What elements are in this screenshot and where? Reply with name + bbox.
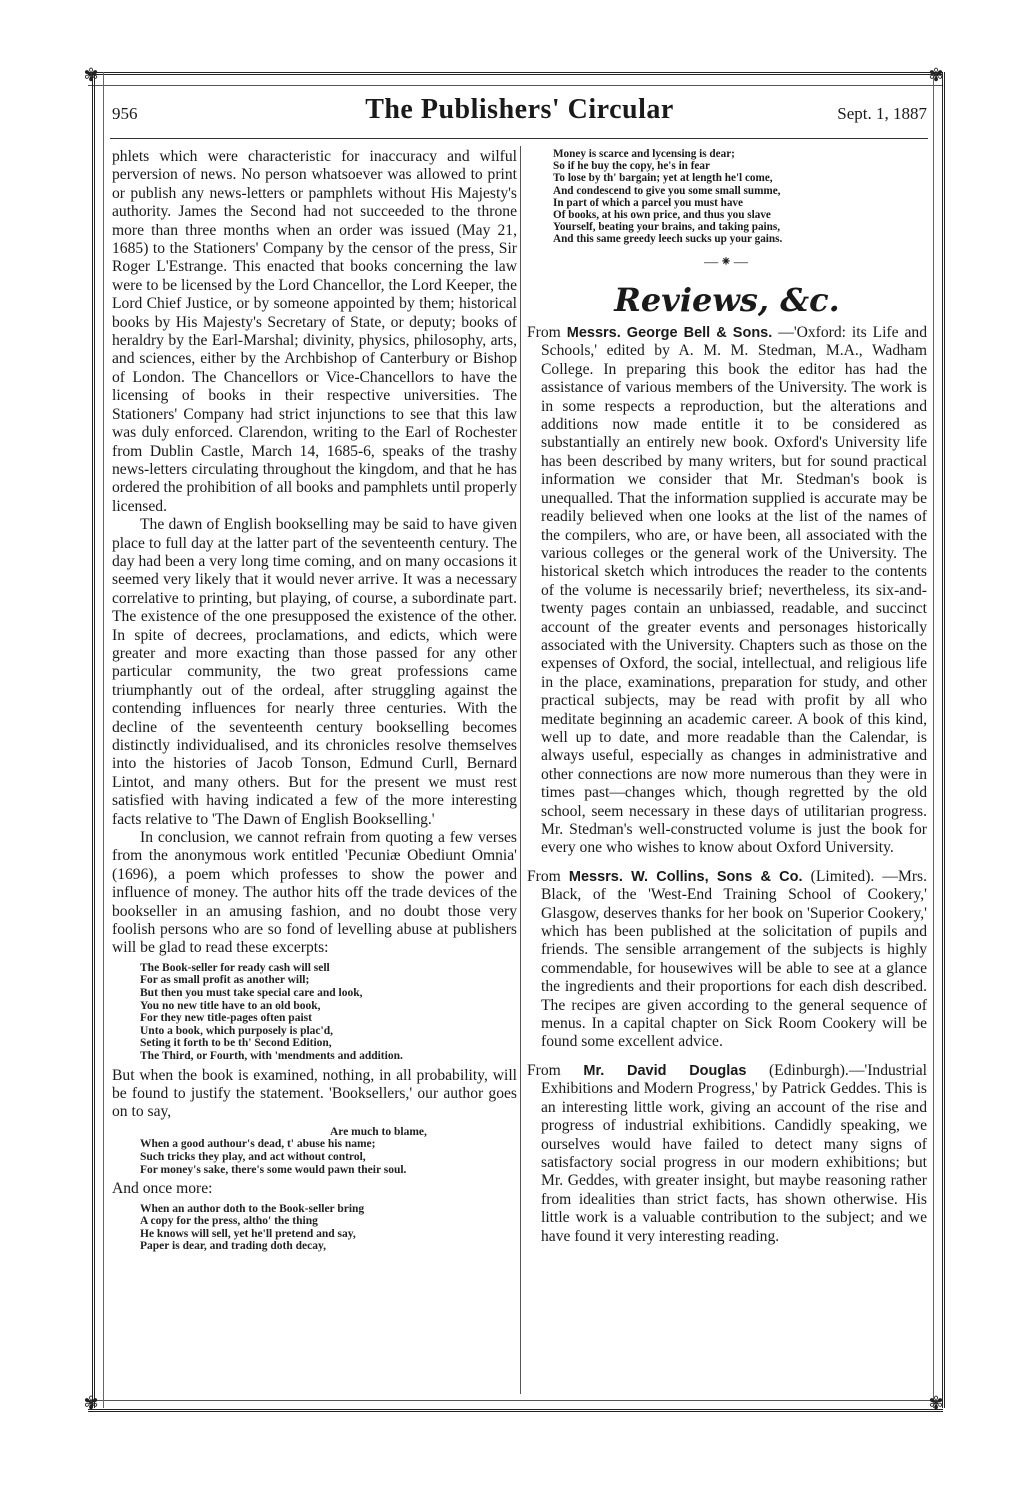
verse-line: For money's sake, there's some would pawn their soul. — [140, 1163, 407, 1176]
review-text: (Limited). —Mrs. Black, of the 'West-End Training School of Cookery,' Glasgow, deserves thanks for her book on 'Superior Cookery,' which has been published at the solicitation of pupils and friends. The sensible arrangement of the subjects is highly commendable, for housewives will be able to see at a glance the ingredients and their proportions for each dish described. The recipes are given according to the general sequence of menus. In a capital chapter on Sick Room Cookery will be found some excellent advice. — [541, 867, 927, 1051]
review-entry — [527, 868, 927, 1052]
verse-line: For they new title-pages often paist — [140, 1012, 312, 1025]
verse-line: Seting it forth to be th' Second Edition, — [140, 1037, 332, 1050]
review-entry — [527, 1062, 927, 1246]
paragraph: But when the book is examined, nothing, in all probability, will be found to justify the statement. 'Booksellers,' our author goes on to say, — [112, 1066, 517, 1121]
bottom-border-rule — [88, 1400, 943, 1412]
verse-line: Money is scarce and lycensing is dear; — [553, 148, 735, 160]
review-entry — [527, 324, 927, 858]
verse-line: Are much to blame, — [330, 1125, 427, 1138]
paragraph: The dawn of English bookselling may be said to have given place to full day at the latter part of the seventeenth century. The day had been a very long time coming, and on many occasions it seemed very likely that it would never arrive. It was a necessary correlative to printing, but playing, of course, a subordinate part. The existence of the one presupposed the existence of the other. In spite of decrees, proclamations, and edicts, which were greater and more exacting than those passed for any other particular community, the two great professions came triumphantly out of the ordeal, after struggling against the contending influences for nearly three centuries. With the decline of the seventeenth century bookselling becomes distinctly individualised, and its chronicles resolve themselves into the histories of Jacob Tonson, Edmund Curll, Bernard Lintot, and many others. But for the present we must rest satisfied with having indicated a few of the more interesting facts relative to 'The Dawn of English Bookselling.' — [112, 516, 517, 828]
journal-title: The Publishers' Circular — [365, 94, 674, 125]
entry-prefix: From — [527, 324, 561, 342]
verse-line: A copy for the press, altho' the thing — [140, 1215, 318, 1228]
section-heading: Reviews, &c. — [614, 281, 840, 320]
verse-excerpt-3 — [140, 1203, 517, 1253]
review-text: —'Oxford: its Life and Schools,' edited by A. M. M. Stedman, M.A., Wadham College. In preparing this book the editor has had the assistance of various members of the University. The work is in some respects a reproduction, but the alterations and additions now made entitle it to be considered as substantially an entirely new book. Oxford's University life has been described by many writers, but for sound practical information we consider that Mr. Stedman's book is unequalled. That the information supplied is accurate may be readily believed when one looks at the list of the names of the compilers, who are, or have been, all associated with the various colleges or the general work of the University. The historical sketch which introduces the reader to the contents of the volume is necessarily brief; nevertheless, its six-and-twenty pages contain an unbiassed, readable, and succinct account of the greater events and personages historically associated with the University. Chapters such as those on the expenses of Oxford, the social, intellectual, and religious life in the place, examinations, preparation for study, and other practical subjects, may be read with profit by all who meditate beginning an academic career. A book of this kind, well up to date, and more readable than the Calendar, is always useful, especially as changes in administrative and other connections are now more numerous than they were in times past—changes which, though regretted by the old school, seem necessary in these days of utilitarian progress. Mr. Stedman's well-constructed volume is just the book for every one who wishes to know about Oxford University. — [541, 324, 927, 857]
verse-line: For as small profit as another will; — [140, 974, 310, 987]
verse-line: But then you must take special care and look, — [140, 987, 363, 1000]
issue-date: Sept. 1, 1887 — [837, 104, 927, 123]
verse-line: Of books, at his own price, and thus you slave — [553, 209, 771, 222]
verse-line: You no new title have to an old book, — [140, 999, 321, 1012]
verse-line: He knows will sell, yet he'll pretend and say, — [140, 1227, 356, 1240]
verse-line: The Book-seller for ready cash will sell — [140, 961, 330, 974]
page-header — [112, 94, 927, 134]
left-border-rule — [92, 72, 104, 1408]
verse-continuation — [553, 148, 927, 246]
verse-line: Such tricks they play, and act without control, — [140, 1151, 366, 1164]
verse-line: Yourself, beating your brains, and taking pains, — [553, 221, 781, 234]
column-divider — [520, 146, 521, 1394]
page-number: 956 — [112, 104, 138, 123]
verse-line: In part of which a parcel you must have — [553, 196, 743, 209]
review-text: (Edinburgh).—'Industrial Exhibitions and Modern Progress,' by Patrick Geddes. This is an interesting little work, giving an account of the rise and progress of industrial exhibitions. Candidly speaking, we ourselves would have failed to detect many signs of satisfactory social progress in our modern exhibitions; but Mr. Geddes, with greater insight, but maybe reasoning rather from idealities than strict facts, has shown otherwise. His little work is a valuable contribution to the subject; and we have found it very interesting reading. — [541, 1061, 927, 1245]
left-column — [112, 148, 517, 1257]
entry-prefix: From — [527, 1061, 561, 1079]
paragraph: And once more: — [112, 1180, 213, 1198]
verse-line: To lose by th' bargain; yet at length he'l come, — [553, 172, 773, 185]
verse-line: And this same greedy leech sucks up your gains. — [553, 233, 783, 246]
corner-ornament-icon: ✾ — [83, 65, 99, 85]
right-column — [527, 148, 927, 1256]
corner-ornament-icon: ✾ — [83, 1393, 99, 1413]
corner-ornament-icon: ✾ — [928, 65, 944, 85]
publisher-name: Messrs. George Bell & Sons. — [566, 325, 773, 342]
verse-line: And condescend to give you some small summe, — [553, 184, 781, 197]
verse-line: The Third, or Fourth, with 'mendments and addition. — [140, 1050, 403, 1063]
verse-line: When an author doth to the Book-seller bring — [140, 1202, 365, 1215]
section-ornament: —⁕— — [704, 254, 750, 270]
verse-line: Paper is dear, and trading doth decay, — [140, 1240, 326, 1253]
verse-line: Unto a book, which purposely is plac'd, — [140, 1024, 333, 1037]
paragraph: In conclusion, we cannot refrain from quoting a few verses from the anonymous work entitled 'Pecuniæ Obediunt Omnia' (1696), a poem which professes to show the power and influence of money. The author hits off the trade devices of the bookseller in an amusing fashion, and no doubt those very foolish persons who are so fond of levelling abuse at publishers will be glad to read these excerpts: — [112, 829, 517, 957]
publisher-name: Messrs. W. Collins, Sons & Co. — [568, 868, 803, 885]
top-border-rule — [88, 72, 943, 86]
verse-line: When a good authour's dead, t' abuse his name; — [140, 1138, 376, 1151]
verse-line: So if he buy the copy, he's in fear — [553, 160, 710, 173]
entry-prefix: From — [527, 867, 561, 885]
publisher-name: Mr. David Douglas — [583, 1062, 747, 1079]
paragraph: phlets which were characteristic for inaccuracy and wilful perversion of news. No person whatsoever was allowed to print or publish any news-letters or pamphlets without His Majesty's authority. James the Second had not succeeded to the throne more than three months when an order was issued (May 21, 1685) to the Stationers' Company by the censor of the press, Sir Roger L'Estrange. This enacted that books concerning the law were to be licensed by the Lord Chancellor, the Lord Keeper, the Lord Chief Justice, or by someone appointed by them; historical books by His Majesty's Secretary of State, or deputy; books of heraldry by the Earl-Marshal; divinity, physics, philosophy, arts, and sciences, either by the Archbishop of Canterbury or Bishop of London. The Chancellors or Vice-Chancellors to have the licensing of books in their respective universities. The Stationers' Company had strict injunctions to see that this law was duly enforced. Clarendon, writing to the Earl of Rochester from Dublin Castle, March 14, 1685-6, speaks of the trashy news-letters circulating throughout the kingdom, and that he has ordered the prohibition of all books and pamphlets until properly licensed. — [112, 148, 517, 515]
verse-excerpt-2 — [140, 1126, 517, 1176]
right-border-rule — [933, 72, 945, 1408]
corner-ornament-icon: ✾ — [928, 1393, 944, 1413]
verse-excerpt-1 — [140, 962, 517, 1063]
header-rule — [110, 138, 928, 139]
